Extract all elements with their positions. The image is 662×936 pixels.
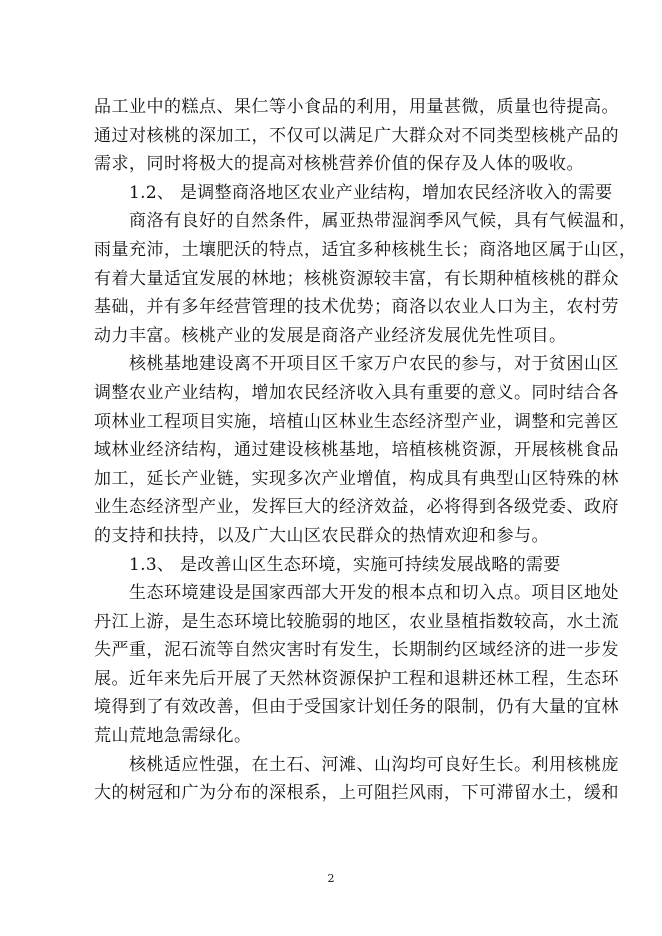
section-heading: 1.2、 是调整商洛地区农业产业结构，增加农民经济收入的需要: [129, 182, 613, 203]
text-line: 通过对核桃的深加工，不仅可以满足广大群众对不同类型核桃产品的: [94, 125, 619, 146]
text-line: 基础，并有多年经营管理的技术优势；商洛以农业人口为主，农村劳: [94, 297, 619, 318]
text-line: 调整农业产业结构，增加农民经济收入具有重要的意义。同时结合各: [94, 382, 619, 403]
text-line: 大的树冠和广为分布的深根系，上可阻拦风雨，下可滞留水土，缓和: [94, 783, 619, 804]
text-line: 域林业经济结构，通过建设核桃基地，培植核桃资源，开展核桃食品: [94, 440, 619, 461]
text-line: 核桃基地建设离不开项目区千家万户农民的参与，对于贫困山区: [129, 354, 619, 375]
section-heading: 1.3、 是改善山区生态环境，实施可持续发展战略的需要: [129, 554, 561, 575]
text-line: 雨量充沛，土壤肥沃的特点，适宜多种核桃生长；商洛地区属于山区，: [94, 239, 637, 260]
text-line: 核桃适应性强，在土石、河滩、山沟均可良好生长。利用核桃庞: [129, 754, 619, 775]
text-line: 加工，延长产业链，实现多次产业增值，构成具有典型山区特殊的林: [94, 468, 619, 489]
page-number: 2: [327, 872, 335, 885]
text-line: 动力丰富。核桃产业的发展是商洛产业经济发展优先性项目。: [94, 325, 567, 346]
text-line: 品工业中的糕点、果仁等小食品的利用，用量甚微，质量也待提高。: [94, 97, 619, 117]
text-line: 荒山荒地急需绿化。: [94, 726, 252, 747]
document-body: [94, 93, 637, 808]
text-line: 业生态经济型产业，发挥巨大的经济效益，必将得到各级党委、政府: [94, 497, 619, 518]
text-line: 需求，同时将极大的提高对核桃营养价值的保存及人体的吸收。: [94, 154, 584, 175]
text-line: 的支持和扶持，以及广大山区农民群众的热情欢迎和参与。: [94, 525, 549, 546]
text-line: 失严重，泥石流等自然灾害时有发生，长期制约区域经济的进一步发: [94, 640, 619, 661]
text-line: 有着大量适宜发展的林地；核桃资源较丰富，有长期种植核桃的群众: [94, 268, 619, 289]
text-line: 展。近年来先后开展了天然林资源保护工程和退耕还林工程，生态环: [94, 668, 619, 689]
text-line: 境得到了有效改善，但由于受国家计划任务的限制，仍有大量的宜林: [94, 697, 619, 718]
text-line: 生态环境建设是国家西部大开发的根本点和切入点。项目区地处: [129, 583, 619, 604]
text-line: 项林业工程项目实施，培植山区林业生态经济型产业，调整和完善区: [94, 411, 619, 432]
text-line: 丹江上游，是生态环境比较脆弱的地区，农业垦植指数较高，水土流: [94, 611, 619, 632]
text-line: 商洛有良好的自然条件，属亚热带湿润季风气候，具有气候温和，: [129, 211, 637, 232]
